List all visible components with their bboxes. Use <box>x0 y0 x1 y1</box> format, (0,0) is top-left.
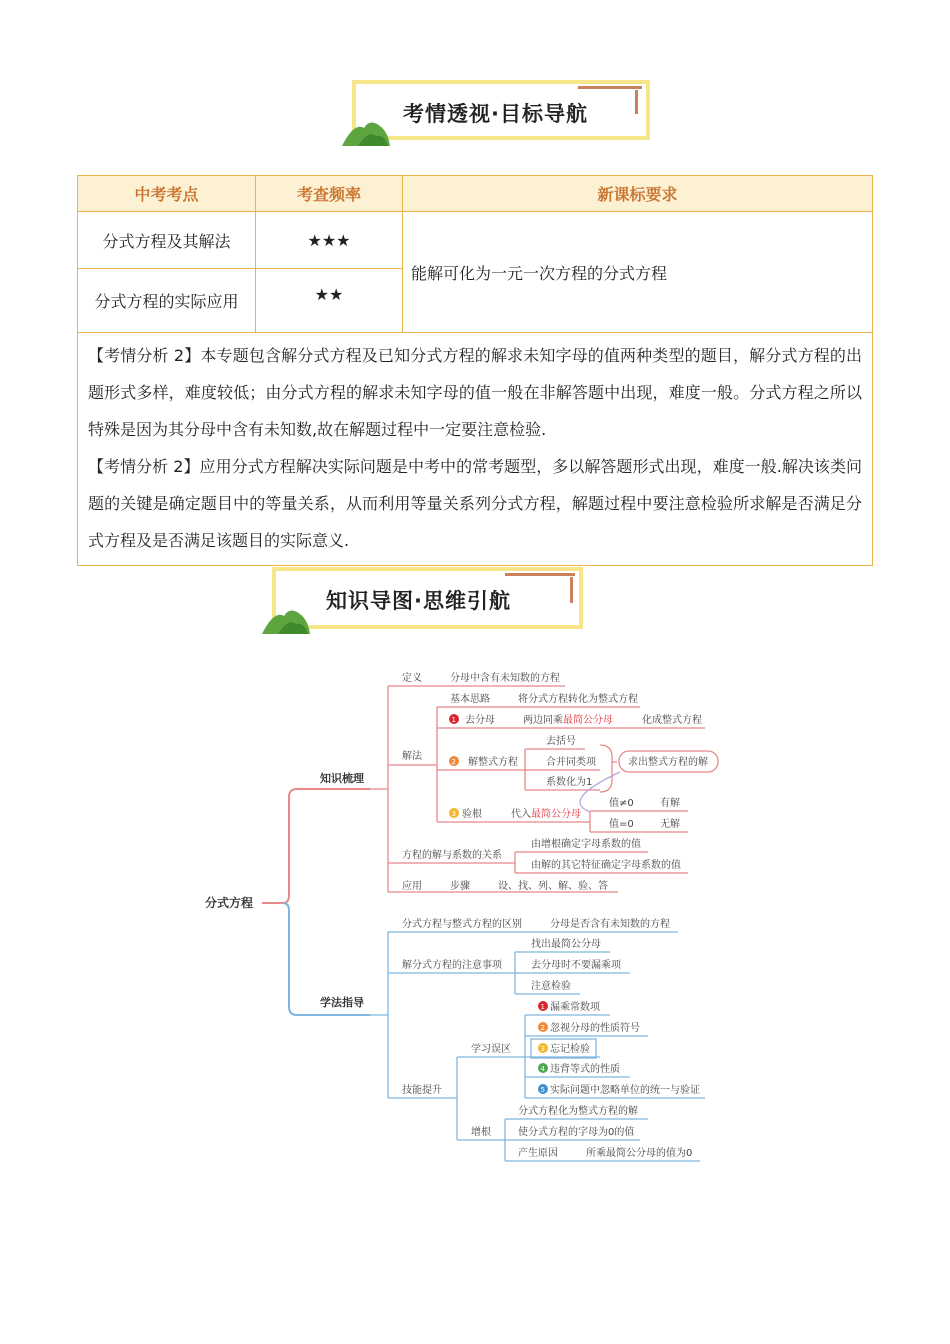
step2-item: 合并同类项 <box>546 757 596 768</box>
mistake-text: 实际问题中忽略单位的统一与验证 <box>550 1085 700 1096</box>
step3-text <box>511 807 581 820</box>
root-label: 分式方程 <box>205 896 254 910</box>
frequency-cell: ★★★ <box>256 212 403 269</box>
extraneous-root-item: 分式方程化为整式方程的解 <box>518 1106 638 1117</box>
case-condition: 值≠0 <box>609 798 634 809</box>
mistake-num: 5 <box>540 1086 545 1094</box>
difference-value: 分母是否含有未知数的方程 <box>550 919 670 930</box>
notes-label: 解分式方程的注意事项 <box>402 960 502 971</box>
extraneous-root-label: 增根 <box>471 1127 491 1138</box>
skills-label: 技能提升 <box>402 1085 442 1096</box>
solution-label: 解法 <box>402 751 422 762</box>
mistake-text: 漏乘常数项 <box>550 1002 600 1013</box>
mistakes-label: 学习误区 <box>471 1044 511 1055</box>
note-item: 去分母时不要漏乘项 <box>531 960 621 971</box>
branch1-label: 知识梳理 <box>320 772 364 785</box>
mistake-item <box>538 1021 640 1034</box>
case-result: 有解 <box>660 798 680 809</box>
step2-item: 系数化为1 <box>546 777 593 788</box>
banner-title: 知识导图·思维引航 <box>326 589 511 613</box>
cause-value: 所乘最简公分母的值为0 <box>586 1148 693 1159</box>
step1-label: 去分母 <box>465 715 495 726</box>
header-frequency: 考查频率 <box>256 176 403 212</box>
frequency-cell: ★★ <box>256 269 403 333</box>
step1-result: 化成整式方程 <box>642 715 702 726</box>
application-label: 应用 <box>402 881 422 892</box>
requirement-cell: 能解可化为一元一次方程的分式方程 <box>403 212 873 333</box>
analysis-paragraph-2: 【考情分析 2】应用分式方程解决实际问题是中考中的常考题型，多以解答题形式出现，难度一般.解决该类问题的关键是确定题目中的等量关系，从而利用等量关系列分式方程，解题过程中要注意检验所求解是否满足分式方程及是否满足该题目的实际意义. <box>88 457 862 550</box>
mistake-item <box>538 1062 620 1075</box>
mistake-item <box>538 1000 601 1013</box>
mistake-num: 3 <box>540 1045 545 1053</box>
header-requirement: 新课标要求 <box>403 176 873 212</box>
mistake-item <box>538 1042 590 1055</box>
banner-title: 考情透视·目标导航 <box>403 102 588 126</box>
mistake-num: 4 <box>540 1065 545 1073</box>
case-result: 无解 <box>660 819 680 830</box>
extraneous-root-item: 使分式方程的字母为0的值 <box>518 1127 635 1138</box>
step3-pre: 代入 <box>511 809 531 820</box>
step3-highlight: 最简公分母 <box>531 809 581 820</box>
basic-idea-label: 基本思路 <box>450 694 490 705</box>
branch2-label: 学法指导 <box>320 996 364 1009</box>
note-item: 找出最简公分母 <box>531 939 601 950</box>
step2-label: 解整式方程 <box>468 757 518 768</box>
application-step-label: 步骤 <box>450 881 470 892</box>
relation-item: 由增根确定字母系数的值 <box>531 839 641 850</box>
step1-num: 1 <box>451 716 456 724</box>
relation-item: 由解的其它特征确定字母系数的值 <box>531 860 681 871</box>
step2-num: 2 <box>451 758 456 766</box>
step1-highlight: 最简公分母 <box>563 715 613 726</box>
exam-point-cell: 分式方程的实际应用 <box>78 269 256 333</box>
exam-point-cell: 分式方程及其解法 <box>78 212 256 269</box>
case-condition: 值=0 <box>609 819 634 830</box>
definition-value: 分母中含有未知数的方程 <box>450 673 560 684</box>
brace <box>600 745 617 792</box>
mistake-num: 1 <box>540 1003 545 1011</box>
step2-item: 去括号 <box>546 736 576 747</box>
cause-label: 产生原因 <box>518 1148 558 1159</box>
application-steps: 设、找、列、解、验、答 <box>498 881 608 892</box>
mistake-text: 忘记检验 <box>550 1044 590 1055</box>
analysis-paragraph-1: 【考情分析 2】本专题包含解分式方程及已知分式方程的解求未知字母的值两种类型的题目，解分式方程的出题形式多样，难度较低；由分式方程的解求未知字母的值一般在非解答题中出现，难度一般。分式方程之所以特殊是因为其分母中含有未知数,故在解题过程中一定要注意检验. <box>88 346 862 439</box>
step1-text <box>523 713 613 726</box>
definition-label: 定义 <box>402 673 422 684</box>
step2-result: 求出整式方程的解 <box>628 757 708 768</box>
branch1-connector <box>283 789 370 903</box>
step1-pre: 两边同乘 <box>523 715 563 726</box>
difference-label: 分式方程与整式方程的区别 <box>402 919 522 930</box>
step3-label: 验根 <box>462 809 482 820</box>
basic-idea-value: 将分式方程转化为整式方程 <box>518 694 638 705</box>
mistake-item <box>538 1083 700 1096</box>
mistake-num: 2 <box>540 1024 545 1032</box>
note-item: 注意检验 <box>531 981 571 992</box>
mistake-text: 违背等式的性质 <box>550 1064 620 1075</box>
header-point: 中考考点 <box>78 176 256 212</box>
mistake-text: 忽视分母的性质符号 <box>550 1023 640 1034</box>
relation-label: 方程的解与系数的关系 <box>402 850 502 861</box>
step3-num: 3 <box>451 810 456 818</box>
